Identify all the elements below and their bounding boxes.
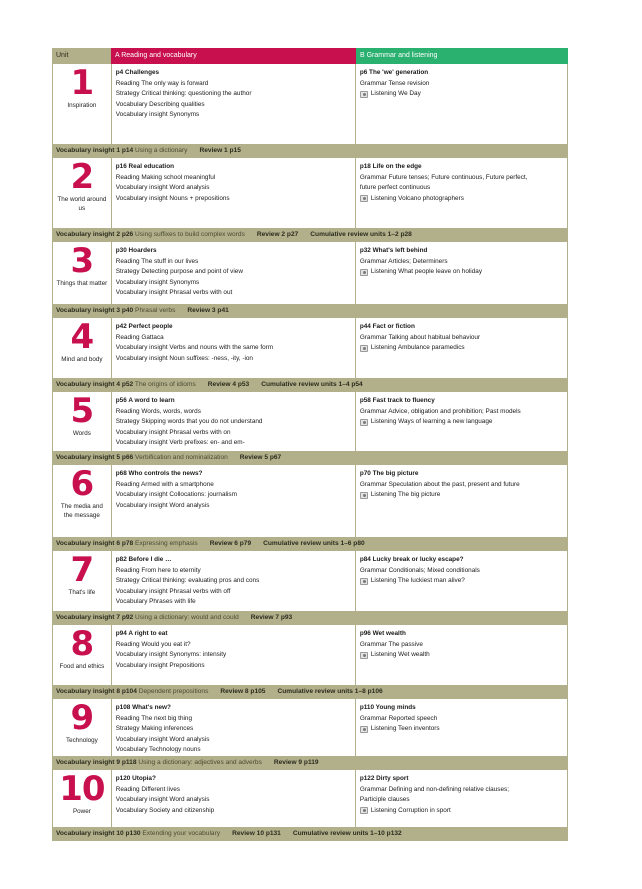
cumulative-review-ref: Cumulative review units 1–6 p80 <box>263 540 365 547</box>
listening-text: Listening Ambulance paramedics <box>370 344 465 351</box>
listening-line <box>360 267 563 278</box>
unit-name: Things that matter <box>56 280 108 287</box>
grammar-line: Grammar Articles; Determiners <box>359 257 448 265</box>
lesson-b-title: p58 Fast track to fluency <box>359 397 435 404</box>
listening-line <box>360 576 563 587</box>
reading-vocabulary-cell <box>112 242 356 304</box>
unit-number: 4 <box>70 317 94 357</box>
vocabulary-insight-topic: Phrasal verbs <box>135 307 176 314</box>
lesson-b-title: p6 The 'we' generation <box>359 69 429 76</box>
review-ref: Review 2 p27 <box>256 231 299 238</box>
vocabulary-insight-ref: Vocabulary insight 3 p40 <box>56 307 134 314</box>
vocabulary-insight-topic: Using suffixes to build complex words <box>135 231 245 238</box>
audio-icon <box>360 652 368 659</box>
grammar-listening-cell <box>356 158 567 228</box>
grammar-listening-cell <box>356 465 567 537</box>
reading-line: Strategy Critical thinking: questioning the author <box>115 90 252 97</box>
grammar-listening-cell <box>356 770 567 827</box>
reading-line: Vocabulary insight Synonyms <box>115 111 200 118</box>
listening-line <box>360 724 563 735</box>
cumulative-review-ref: Cumulative review units 1–10 p132 <box>292 830 402 837</box>
header-unit: Unit <box>52 48 111 64</box>
unit-number: 7 <box>70 550 94 590</box>
grammar-line: future perfect continuous <box>359 184 431 191</box>
unit-number: 8 <box>70 624 94 664</box>
reading-vocabulary-cell <box>112 625 356 685</box>
unit-cell <box>53 392 112 451</box>
grammar-line: Grammar Defining and non-defining relative clauses; <box>359 785 510 793</box>
unit-number: 2 <box>70 157 94 197</box>
vocabulary-insight-topic: Expressing emphasis <box>135 540 198 547</box>
vocabulary-insight-ref: Vocabulary insight 2 p26 <box>56 231 134 238</box>
reading-line: Reading Making school meaningful <box>115 173 216 181</box>
grammar-listening-cell <box>356 551 567 611</box>
audio-icon <box>360 195 368 202</box>
vocabulary-insight-ref: Vocabulary insight 7 p92 <box>56 614 134 621</box>
review-ref: Review 10 p131 <box>232 830 281 837</box>
grammar-listening-cell <box>356 242 567 304</box>
reading-vocabulary-cell <box>112 770 356 827</box>
vocabulary-insight-bar <box>52 451 568 465</box>
review-ref: Review 5 p67 <box>239 454 282 461</box>
grammar-line: Grammar Speculation about the past, present and future <box>359 480 520 488</box>
unit-number: 6 <box>70 464 94 504</box>
lesson-a-title: p16 Real education <box>115 163 175 170</box>
unit-name: Power <box>72 808 91 815</box>
reading-line: Vocabulary insight Nouns + prepositions <box>115 194 230 202</box>
unit-name: The world around us <box>57 196 107 212</box>
grammar-line: Grammar Advice, obligation and prohibition; Past models <box>359 407 521 415</box>
unit-number: 5 <box>70 391 94 431</box>
reading-line: Reading Different lives <box>115 785 180 793</box>
reading-line: Vocabulary Society and citizenship <box>115 806 215 814</box>
vocabulary-insight-topic: Dependent prepositions <box>138 688 209 695</box>
listening-text: Listening Corruption in sport <box>370 806 451 814</box>
unit-row <box>52 770 568 827</box>
audio-icon <box>360 345 368 352</box>
reading-line: Vocabulary insight Phrasal verbs with out <box>115 289 233 296</box>
lesson-a-title: p94 A right to eat <box>115 630 168 637</box>
audio-icon <box>360 578 368 585</box>
reading-line: Vocabulary insight Phrasal verbs with on <box>115 428 231 436</box>
grammar-listening-cell <box>356 64 567 144</box>
review-ref: Review 1 p15 <box>199 147 241 154</box>
reading-line: Reading From here to eternity <box>115 566 201 574</box>
reading-line: Vocabulary insight Word analysis <box>115 184 210 191</box>
unit-number: 3 <box>70 241 94 281</box>
unit-row <box>52 318 568 378</box>
vocabulary-insight-bar <box>52 378 568 392</box>
unit-cell <box>53 318 112 378</box>
unit-number: 9 <box>70 698 94 738</box>
unit-name: Food and ethics <box>59 663 105 670</box>
unit-name: Mind and body <box>61 356 103 363</box>
lesson-b-title: p32 What's left behind <box>359 247 428 254</box>
lesson-b-title: p18 Life on the edge <box>359 163 422 170</box>
vocabulary-insight-bar <box>52 685 568 699</box>
listening-line <box>360 650 563 661</box>
grammar-listening-cell <box>356 392 567 451</box>
reading-vocabulary-cell <box>112 392 356 451</box>
vocabulary-insight-topic: Extending your vocabulary <box>142 830 221 837</box>
reading-vocabulary-cell <box>112 699 356 756</box>
grammar-line: Grammar Future tenses; Future continuous, Future perfect, <box>359 173 528 181</box>
audio-icon <box>360 807 368 814</box>
unit-row <box>52 242 568 304</box>
review-ref: Review 9 p119 <box>273 759 319 766</box>
unit-cell <box>53 770 112 827</box>
listening-text: Listening The big picture <box>370 491 441 498</box>
lesson-a-title: p42 Perfect people <box>115 323 173 330</box>
audio-icon <box>360 492 368 499</box>
review-ref: Review 6 p79 <box>209 540 252 547</box>
unit-row <box>52 699 568 756</box>
lesson-a-title: p120 Utopia? <box>115 775 156 782</box>
table-header <box>52 48 568 64</box>
reading-line: Vocabulary insight Synonyms <box>115 278 200 286</box>
unit-cell <box>53 699 112 756</box>
review-ref: Review 7 p93 <box>250 614 293 621</box>
grammar-listening-cell <box>356 625 567 685</box>
lesson-a-title: p68 Who controls the news? <box>115 470 203 477</box>
reading-line: Vocabulary insight Prepositions <box>115 661 205 669</box>
unit-cell <box>53 625 112 685</box>
header-grammar-listening: B Grammar and listening <box>356 48 568 64</box>
lesson-a-title: p4 Challenges <box>115 69 160 76</box>
review-ref: Review 4 p53 <box>207 381 250 388</box>
reading-line: Reading Gattaca <box>115 333 164 341</box>
vocabulary-insight-ref: Vocabulary insight 4 p52 <box>56 381 134 388</box>
reading-line: Strategy Making inferences <box>115 725 194 732</box>
listening-text: Listening Teen inventors <box>370 725 440 732</box>
unit-cell <box>53 158 112 228</box>
vocabulary-insight-topic: Verbification and nominalization <box>135 454 228 461</box>
reading-line: Vocabulary insight Word analysis <box>115 796 210 803</box>
reading-line: Vocabulary insight Word analysis <box>115 735 210 743</box>
lesson-a-title: p108 What's new? <box>115 704 171 711</box>
grammar-line: Participle clauses <box>359 796 410 803</box>
grammar-listening-cell <box>356 699 567 756</box>
unit-number: 1 <box>70 63 94 103</box>
reading-line: Reading The stuff in our lives <box>115 257 199 265</box>
contents-table <box>52 48 568 841</box>
unit-cell <box>53 551 112 611</box>
unit-name: Words <box>72 430 91 437</box>
grammar-line: Grammar The passive <box>359 640 423 648</box>
audio-icon <box>360 726 368 733</box>
listening-line <box>360 194 563 205</box>
header-reading-vocabulary: A Reading and vocabulary <box>111 48 356 64</box>
reading-vocabulary-cell <box>112 465 356 537</box>
reading-vocabulary-cell <box>112 551 356 611</box>
reading-line: Reading The next big thing <box>115 714 193 722</box>
reading-line: Reading The only way is forward <box>115 79 209 87</box>
unit-name: Technology <box>65 737 98 744</box>
unit-name: Inspiration <box>67 102 97 109</box>
reading-vocabulary-cell <box>112 318 356 378</box>
grammar-line: Grammar Talking about habitual behaviour <box>359 333 481 341</box>
unit-name: The media and the message <box>60 503 103 519</box>
reading-line: Reading Armed with a smartphone <box>115 480 214 488</box>
lesson-a-title: p30 Hoarders <box>115 247 157 254</box>
listening-text: Listening Ways of learning a new language <box>370 418 493 425</box>
audio-icon <box>360 269 368 276</box>
vocabulary-insight-ref: Vocabulary insight 8 p104 <box>56 688 137 695</box>
vocabulary-insight-topic: Using a dictionary <box>135 147 188 154</box>
listening-line <box>360 343 563 354</box>
vocabulary-insight-bar <box>52 304 568 318</box>
vocabulary-insight-bar <box>52 756 568 770</box>
lesson-b-title: p44 Fact or fiction <box>359 323 415 330</box>
listening-text: Listening The luckiest man alive? <box>370 577 465 584</box>
reading-line: Vocabulary Technology nouns <box>115 746 201 753</box>
reading-line: Strategy Skipping words that you do not understand <box>115 418 263 425</box>
units-list <box>52 64 568 841</box>
grammar-line: Grammar Conditionals; Mixed conditionals <box>359 566 480 574</box>
reading-line: Reading Would you eat it? <box>115 640 191 648</box>
lesson-b-title: p84 Lucky break or lucky escape? <box>359 556 464 563</box>
vocabulary-insight-bar <box>52 827 568 841</box>
reading-line: Vocabulary insight Word analysis <box>115 501 210 509</box>
unit-cell <box>53 465 112 537</box>
unit-cell <box>53 242 112 304</box>
vocabulary-insight-topic: Using a dictionary: adjectives and adverbs <box>138 759 262 766</box>
unit-number: 10 <box>59 769 105 809</box>
vocabulary-insight-bar <box>52 228 568 242</box>
reading-vocabulary-cell <box>112 158 356 228</box>
vocabulary-insight-ref: Vocabulary insight 1 p14 <box>56 147 134 154</box>
review-ref: Review 8 p105 <box>220 688 266 695</box>
unit-name: That's life <box>68 589 96 596</box>
listening-text: Listening Volcano photographers <box>370 194 464 202</box>
vocabulary-insight-bar <box>52 537 568 551</box>
listening-text: Listening We Day <box>370 90 421 97</box>
unit-row <box>52 392 568 451</box>
vocabulary-insight-ref: Vocabulary insight 5 p66 <box>56 454 134 461</box>
reading-line: Vocabulary insight Phrasal verbs with off <box>115 587 231 595</box>
reading-line: Vocabulary insight Verbs and nouns with the same form <box>115 344 274 351</box>
grammar-line: Grammar Reported speech <box>359 714 438 722</box>
lesson-a-title: p56 A word to learn <box>115 397 175 404</box>
cumulative-review-ref: Cumulative review units 1–4 p54 <box>261 381 363 388</box>
vocabulary-insight-topic: The origins of idioms <box>134 381 196 388</box>
reading-line: Strategy Detecting purpose and point of view <box>115 268 243 275</box>
listening-text: Listening What people leave on holiday <box>370 268 483 275</box>
reading-line: Vocabulary Phrases with life <box>115 598 196 605</box>
vocabulary-insight-ref: Vocabulary insight 6 p78 <box>56 540 134 547</box>
cumulative-review-ref: Cumulative review units 1–2 p28 <box>310 231 412 238</box>
unit-row <box>52 64 568 144</box>
unit-cell <box>53 64 112 144</box>
unit-row <box>52 465 568 537</box>
lesson-a-title: p82 Before I die … <box>115 556 172 563</box>
review-ref: Review 3 p41 <box>187 307 229 314</box>
vocabulary-insight-ref: Vocabulary insight 10 p130 <box>56 830 141 837</box>
cumulative-review-ref: Cumulative review units 1–8 p106 <box>277 688 383 695</box>
reading-line: Vocabulary insight Noun suffixes: -ness, -ity, -ion <box>115 354 253 362</box>
reading-line: Strategy Critical thinking: evaluating pros and cons <box>115 577 260 584</box>
listening-line <box>360 490 563 501</box>
unit-row <box>52 551 568 611</box>
grammar-line: Grammar Tense revision <box>359 79 430 87</box>
listening-line <box>360 417 563 428</box>
reading-line: Vocabulary insight Verb prefixes: en- and em- <box>115 439 245 446</box>
reading-line: Vocabulary insight Collocations: journalism <box>115 491 237 498</box>
lesson-b-title: p110 Young minds <box>359 704 416 711</box>
audio-icon <box>360 91 368 98</box>
listening-line <box>360 89 563 100</box>
lesson-b-title: p96 Wet wealth <box>359 630 406 637</box>
vocabulary-insight-bar <box>52 611 568 625</box>
reading-line: Vocabulary Describing qualities <box>115 100 205 108</box>
unit-row <box>52 625 568 685</box>
reading-line: Reading Words, words, words <box>115 407 201 415</box>
grammar-listening-cell <box>356 318 567 378</box>
listening-line <box>360 806 563 817</box>
lesson-b-title: p70 The big picture <box>359 470 419 477</box>
reading-line: Vocabulary insight Synonyms: intensity <box>115 651 227 658</box>
vocabulary-insight-topic: Using a dictionary: would and could <box>135 614 239 621</box>
listening-text: Listening Wet wealth <box>370 651 430 658</box>
unit-row <box>52 158 568 228</box>
vocabulary-insight-ref: Vocabulary insight 9 p118 <box>56 759 137 766</box>
vocabulary-insight-bar <box>52 144 568 158</box>
audio-icon <box>360 419 368 426</box>
lesson-b-title: p122 Dirty sport <box>359 775 409 782</box>
reading-vocabulary-cell <box>112 64 356 144</box>
